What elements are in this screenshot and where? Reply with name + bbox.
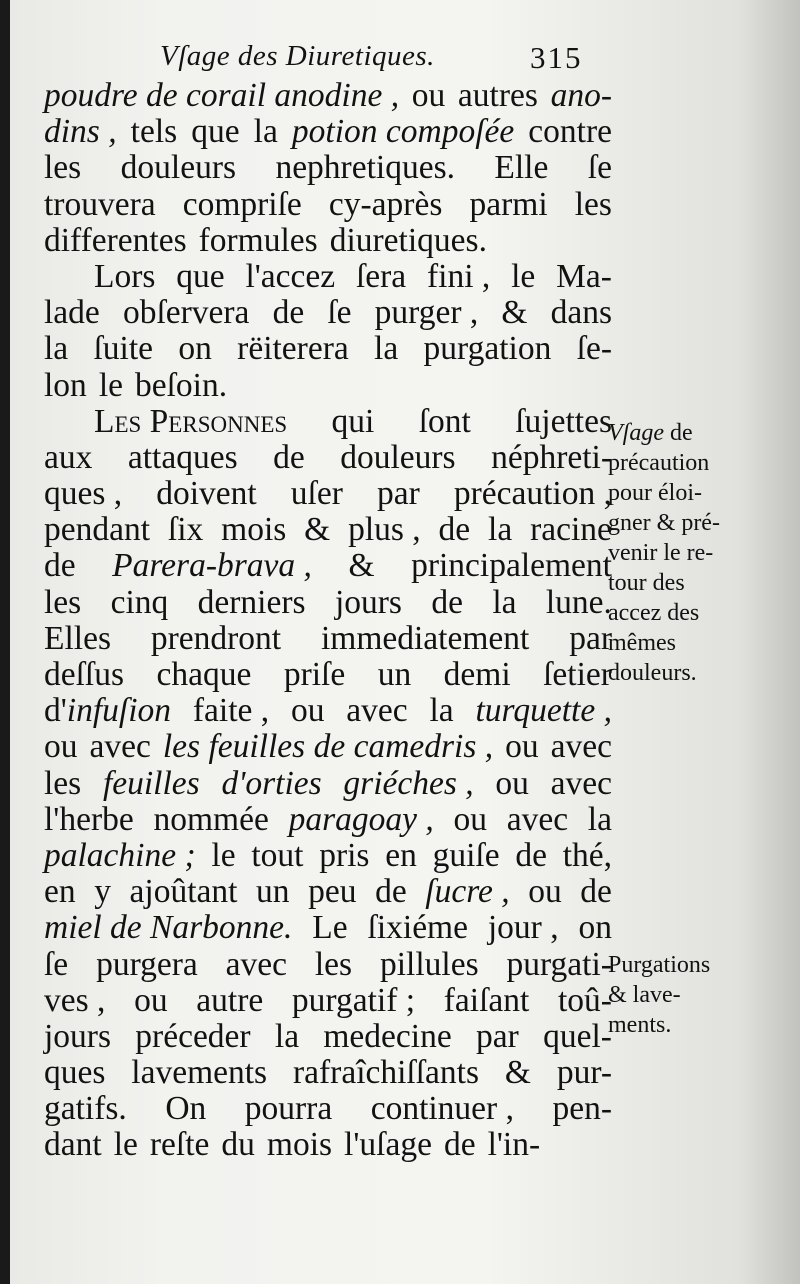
word: avec [506, 800, 569, 838]
word: de [443, 1126, 476, 1164]
word: la [492, 583, 517, 621]
word: ſetier [543, 656, 612, 693]
word: faiſant [443, 981, 530, 1019]
text-line [44, 693, 612, 729]
word: racine [530, 511, 612, 549]
word: palachine ; [44, 836, 196, 874]
word: du [221, 1126, 255, 1164]
word: Elle [494, 149, 549, 187]
text-line [44, 259, 612, 295]
word: les [44, 149, 82, 187]
word: que [176, 257, 225, 295]
word: douleurs [340, 438, 456, 476]
text-line [44, 512, 612, 548]
text-line [44, 1019, 612, 1055]
word: un [256, 873, 290, 911]
word: nephretiques. [275, 149, 455, 187]
word: les [44, 764, 82, 802]
word: paragoay , [288, 800, 434, 838]
text-line [44, 838, 612, 874]
text-line [44, 548, 612, 584]
text-line [44, 223, 612, 259]
word: jours [44, 1017, 111, 1055]
word: demi [443, 656, 511, 693]
word: la [253, 113, 278, 151]
word: Les Personnes [94, 402, 288, 440]
text-line [44, 114, 612, 150]
word: Lors [94, 257, 156, 295]
word: ſixiéme [367, 909, 468, 947]
word: un [377, 656, 412, 693]
word: trouvera [44, 185, 156, 223]
word: le [98, 366, 123, 404]
word: mois [266, 1126, 333, 1164]
word: purgera [96, 945, 198, 983]
word: ques [44, 1054, 106, 1092]
margin-note-line: ments. [608, 1012, 672, 1038]
word: ou [44, 728, 78, 766]
text-line [44, 331, 612, 367]
body-text [44, 78, 612, 1164]
word: avec [225, 945, 287, 983]
word: autres [457, 77, 538, 114]
word: pourra [244, 1090, 333, 1128]
text-line [44, 78, 612, 114]
margin-note-line: Vſage de [608, 420, 693, 446]
word: potion compoſée [291, 113, 515, 151]
word: Elles [44, 619, 111, 657]
margin-note-line: & lave- [608, 982, 681, 1008]
word: differentes [44, 221, 187, 259]
word: & [348, 547, 375, 585]
word: de [515, 836, 547, 874]
text-line [44, 187, 612, 223]
word: plus , [348, 511, 421, 549]
word: le [113, 1126, 138, 1164]
word: contre [528, 113, 612, 151]
word: & [304, 511, 331, 549]
margin-note-line: pour éloi- [608, 480, 702, 506]
text-line [44, 440, 612, 476]
word: jour , [487, 909, 559, 947]
word: nommée [153, 800, 269, 838]
word: ves , [44, 981, 106, 1019]
word: on [178, 330, 212, 368]
word: toû- [558, 981, 612, 1019]
word: peu [308, 873, 357, 911]
running-head: Vſage des Diuretiques. [160, 40, 435, 72]
word: medecine [323, 1017, 452, 1055]
word: en [385, 836, 417, 874]
word: les feuilles de camedris , [162, 728, 494, 766]
word: compriſe [182, 185, 302, 223]
word: précaution , [453, 475, 612, 513]
word: de [375, 873, 407, 911]
word: principalement [411, 547, 612, 585]
word: ſucre , [425, 873, 510, 911]
word: quel- [543, 1017, 612, 1055]
word: continuer , [370, 1090, 514, 1128]
text-line [44, 404, 612, 440]
word: ou [134, 981, 168, 1019]
word: ou [453, 800, 487, 838]
word: Ma- [556, 257, 612, 295]
word: purgatif ; [291, 981, 416, 1019]
text-line [44, 729, 612, 765]
text-line [44, 802, 612, 838]
word: de [272, 294, 305, 332]
word: cy-après [328, 185, 443, 223]
word: priſe [283, 656, 346, 693]
word: dins , [44, 113, 117, 151]
word: ou [411, 77, 446, 114]
word: Parera-brava , [112, 547, 312, 585]
word: pur- [556, 1054, 612, 1092]
word: obſervera [122, 294, 250, 332]
word: formules [198, 221, 318, 259]
word: avec [550, 728, 612, 766]
word: d'orties [221, 764, 322, 802]
word: & [504, 1054, 531, 1092]
word: lune. [545, 583, 612, 621]
word: la [274, 1017, 300, 1055]
word: mois [221, 511, 287, 549]
word: ou [290, 692, 325, 730]
word: par [476, 1017, 519, 1055]
word: ſix [167, 511, 204, 549]
text-line [44, 368, 612, 404]
word: les [44, 583, 82, 621]
text-line [44, 910, 612, 946]
word: rëiterera [237, 330, 349, 368]
word: purger , [374, 294, 479, 332]
word: ajoûtant [129, 873, 238, 911]
word: on [578, 909, 612, 947]
text-line [44, 766, 612, 802]
word: par [376, 475, 420, 513]
text-line [44, 621, 612, 657]
word: ſe [587, 149, 612, 187]
word: jours [334, 583, 402, 621]
word: ſera [355, 257, 407, 295]
word: dans [550, 294, 612, 332]
word: ou [528, 873, 562, 911]
word: immediatement [320, 619, 530, 657]
margin-note-line: gner & pré- [608, 510, 720, 536]
word: le [211, 836, 236, 874]
text-line [44, 150, 612, 186]
word: de [44, 547, 76, 585]
word: ſe [44, 945, 69, 983]
word: le [511, 257, 536, 295]
word: ano- [550, 77, 612, 114]
text-line [44, 295, 612, 331]
margin-note-line: douleurs. [608, 660, 697, 686]
word: ſujettes [515, 402, 612, 440]
word: lade [44, 294, 100, 332]
text-line [44, 1055, 612, 1091]
word: ou [495, 764, 529, 802]
text-line [44, 983, 612, 1019]
word: par [569, 619, 612, 657]
word: dant [44, 1126, 102, 1164]
text-line [44, 1091, 612, 1127]
word: & [501, 294, 528, 332]
word: l'herbe [44, 800, 134, 838]
word: avec [346, 692, 408, 730]
word: feuilles [102, 764, 200, 802]
margin-note-line: précaution [608, 450, 710, 476]
text-line [44, 657, 612, 693]
word: deſſus [44, 656, 125, 693]
word: fini , [427, 257, 491, 295]
word: ou [505, 728, 539, 766]
word: aux [44, 438, 93, 476]
word: beſoin. [135, 366, 228, 404]
word: tout [251, 836, 304, 874]
word: miel de Narbonne. [44, 909, 293, 947]
word: la [488, 511, 513, 549]
word: derniers [197, 583, 306, 621]
word: attaques [127, 438, 238, 476]
word: douleurs [120, 149, 237, 187]
word: uſer [290, 475, 343, 513]
word: avec [550, 764, 612, 802]
word: les [314, 945, 353, 983]
word: y [94, 873, 111, 911]
word: chaque [156, 656, 252, 693]
word: la [374, 330, 399, 368]
word: poudre de corail anodine , [44, 77, 400, 114]
word: lavements [131, 1054, 268, 1092]
word: en [44, 873, 76, 911]
word: reſte [149, 1126, 210, 1164]
page-number: 315 [530, 40, 583, 75]
word: parmi [469, 185, 548, 223]
word: néphreti- [491, 438, 612, 476]
word: rafraîchiſſants [292, 1054, 480, 1092]
word: pen- [552, 1090, 612, 1128]
word: d'infuſion [44, 692, 172, 730]
word: pris [319, 836, 370, 874]
word: préceder [135, 1017, 251, 1055]
word: tels [130, 113, 178, 151]
word: purgation [423, 330, 552, 368]
word: la [44, 330, 69, 368]
word: de [273, 438, 305, 476]
word: l'accez [245, 257, 336, 295]
word: la [429, 692, 454, 730]
word: turquette , [475, 692, 612, 730]
word: thé, [562, 836, 612, 874]
word: de [431, 583, 463, 621]
word: diuretiques. [329, 221, 487, 259]
word: les [574, 185, 612, 223]
word: ſe- [576, 330, 612, 368]
word: de [580, 873, 612, 911]
book-page [10, 0, 800, 1284]
word: doivent [156, 475, 257, 513]
word: purgati- [506, 945, 612, 983]
word: de [438, 511, 471, 549]
word: griéches , [343, 764, 474, 802]
text-line [44, 476, 612, 512]
word: faite , [192, 692, 270, 730]
text-line [44, 947, 612, 983]
word: l'in- [487, 1126, 541, 1164]
word: pendant [44, 511, 151, 549]
word: ſont [418, 402, 471, 440]
margin-note-line: mêmes [608, 630, 676, 656]
text-line [44, 585, 612, 621]
margin-note-purgations [608, 950, 768, 1040]
word: pillules [379, 945, 479, 983]
word: autre [196, 981, 264, 1019]
word: qui [331, 402, 375, 440]
word: guiſe [432, 836, 500, 874]
word: que [191, 113, 240, 151]
text-line [44, 874, 612, 910]
margin-note-line: accez des [608, 600, 700, 626]
word: ques , [44, 475, 123, 513]
word: ſuite [93, 330, 154, 368]
word: avec [89, 728, 151, 766]
word: la [587, 800, 612, 838]
word: On [165, 1090, 207, 1128]
margin-note-line: tour des [608, 570, 685, 596]
word: cinq [110, 583, 169, 621]
word: Le [312, 909, 348, 947]
word: prendront [150, 619, 282, 657]
text-line [44, 1127, 612, 1163]
word: ſe [327, 294, 352, 332]
margin-note-line: Purgations [608, 952, 711, 978]
margin-note-precaution [608, 418, 768, 688]
word: gatifs. [44, 1090, 127, 1128]
margin-note-line: venir le re- [608, 540, 714, 566]
word: l'uſage [344, 1126, 432, 1164]
word: lon [44, 366, 87, 404]
